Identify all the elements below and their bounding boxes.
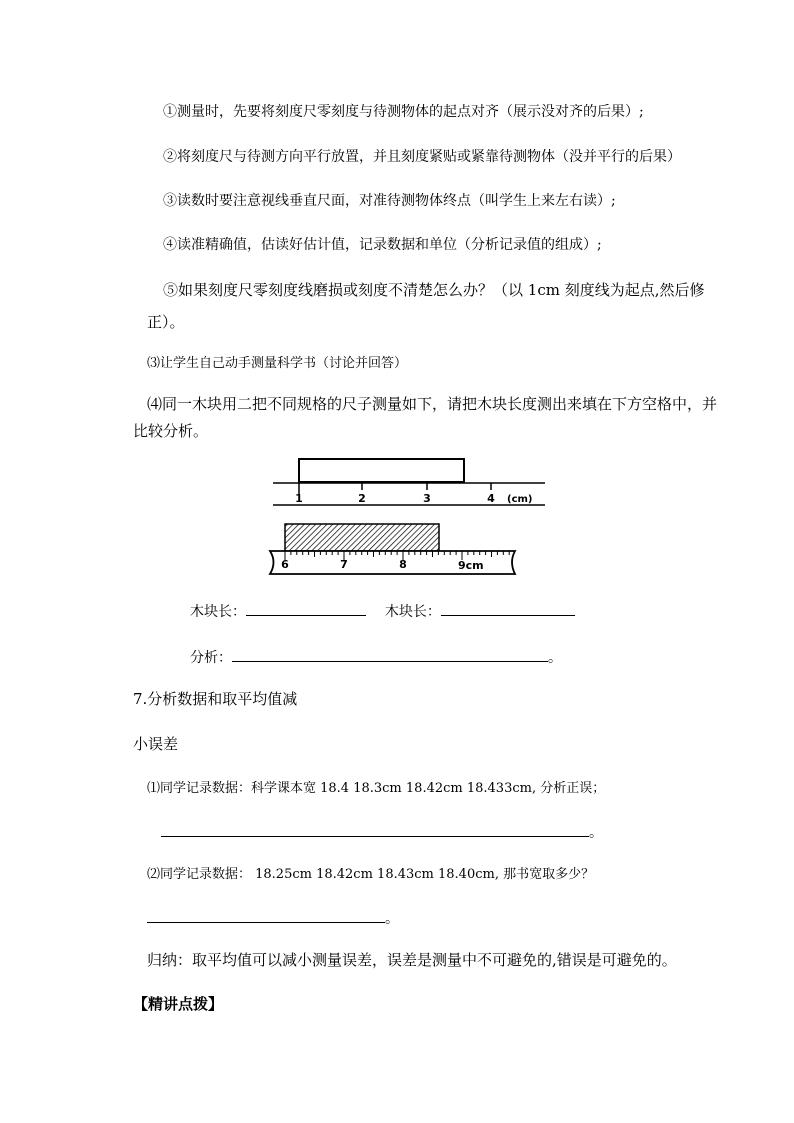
question-2-end: 。 [385,911,399,927]
ruler-figure [265,450,533,580]
item-4-line1: ⑷同一木块用二把不同规格的尺子测量如下，请把木块长度测出来填在下方空格中，并 [147,395,718,413]
length-2-blank[interactable] [441,601,575,616]
ruler-1 [273,459,545,505]
ruler1-tick-4: 4 [487,492,495,505]
question-1-answer [161,822,603,842]
step-2: ②将刻度尺与待测方向平行放置，并且刻度紧贴或紧靠待测物体（没并平行的后果） [163,149,681,165]
question-1: ⑴同学记录数据：科学课本宽 18.4 18.3cm 18.42cm 18.433cm, 分析正误； [147,781,606,796]
ruler2-tick-9: 9cm [458,559,484,572]
section-7-line2: 小误差 [133,735,179,753]
length-row [190,601,575,621]
question-2: ⑵同学记录数据： 18.25cm 18.42cm 18.43cm 18.40cm, 那书宽取多少？ [147,867,595,882]
question-2-answer [147,908,399,928]
length-1-blank[interactable] [246,601,366,616]
ruler-2 [270,524,515,574]
ruler2-tick-8: 8 [399,558,407,571]
section-7-line1: 7.分析数据和取平均值减 [133,690,298,708]
analysis-label: 分析： [190,650,232,666]
ruler1-tick-3: 3 [423,492,431,505]
analysis-row [190,647,562,667]
ruler2-tick-6: 6 [281,558,289,571]
question-1-end: 。 [589,825,603,841]
analysis-blank[interactable] [232,647,548,662]
ruler1-unit: (cm) [507,494,533,505]
length-1-label: 木块长： [190,604,246,620]
wood-block-1 [299,459,464,482]
wood-block-2 [285,524,439,551]
item-4-line2: 比较分析。 [133,422,209,440]
question-2-blank[interactable] [147,908,385,923]
question-1-blank[interactable] [161,822,589,837]
section-heading: 【精讲点拨】 [133,995,224,1013]
step-3: ③读数时要注意视线垂直尺面，对准待测物体终点（叫学生上来左右读）; [163,193,616,209]
step-5-line1: ⑤如果刻度尺零刻度线磨损或刻度不清楚怎么办？（以 1cm 刻度线为起点,然后修 [163,281,705,299]
summary: 归纳：取平均值可以减小测量误差，误差是测量中不可避免的,错误是可避免的。 [147,951,677,969]
ruler2-tick-7: 7 [340,558,348,571]
ruler1-tick-1: 1 [295,492,303,505]
length-2-label: 木块长： [384,604,441,620]
step-1: ①测量时，先要将刻度尺零刻度与待测物体的起点对齐（展示没对齐的后果）; [163,104,644,120]
step-5-line2: 正）。 [147,313,185,331]
analysis-end: 。 [548,650,562,666]
step-4: ④读准精确值，估读好估计值，记录数据和单位（分析记录值的组成）; [163,237,602,253]
ruler1-tick-2: 2 [358,492,366,505]
item-3: ⑶让学生自己动手测量科学书（讨论并回答） [147,356,408,371]
